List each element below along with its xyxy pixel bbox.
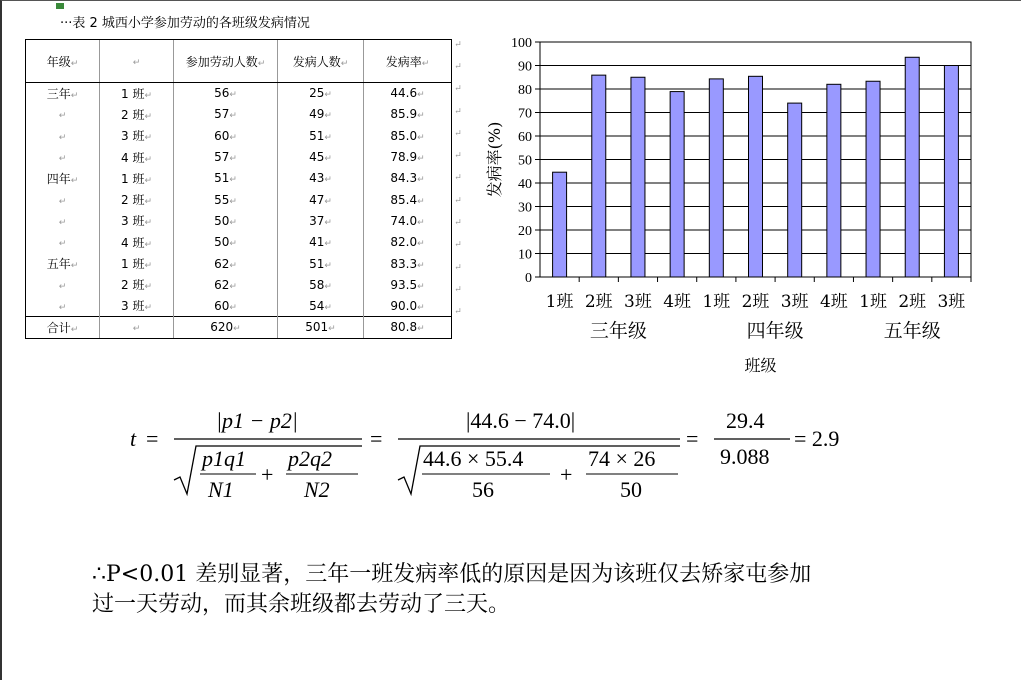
cell-grade	[26, 232, 100, 253]
paragraph-mark: ↵	[58, 239, 67, 250]
cell-participants	[174, 104, 278, 125]
paragraph-mark: ↵	[144, 197, 152, 208]
cell-grade-text: 三年	[46, 86, 71, 101]
cell-grade	[26, 125, 100, 146]
conclusion-line-2: 过一天劳动，而其余班级都去劳动了三天。	[92, 592, 511, 617]
cell-grade	[26, 210, 100, 231]
cell-class-text: 1 班	[121, 86, 145, 101]
cell-rate	[364, 232, 452, 253]
group-label: 四年级	[746, 320, 804, 342]
bar	[905, 57, 919, 277]
paragraph-mark: ↵	[132, 324, 141, 335]
cell-class-text: 3 班	[121, 214, 145, 229]
cell-rate-text: 44.6	[390, 86, 418, 101]
cell-participants	[174, 146, 278, 167]
x-tick-label: 4班	[819, 292, 848, 312]
formula-result: = 2.9	[794, 426, 840, 451]
cell-rate	[364, 104, 452, 125]
bar	[827, 84, 841, 277]
cell-rate-text: 90.0	[390, 298, 418, 313]
cell-rate	[364, 295, 452, 316]
paragraph-mark: ↵	[229, 239, 237, 250]
cell-class	[100, 210, 174, 231]
cell-participants-text: 60	[214, 128, 230, 143]
paragraph-mark: ↵	[324, 111, 332, 122]
cell-cases-text: 37	[309, 213, 325, 228]
cell-rate	[364, 189, 452, 210]
cell-cases	[278, 232, 364, 253]
paragraph-mark: ↵	[417, 302, 425, 313]
cell-participants	[174, 274, 278, 295]
cell-grade	[26, 104, 100, 125]
cell-participants	[174, 253, 278, 274]
cell-cases-text: 43	[309, 171, 325, 186]
conclusion-text	[92, 560, 992, 620]
formula-N2: N2	[304, 477, 330, 502]
formula-num2: 74 × 26	[588, 446, 656, 471]
paragraph-mark: ↵	[58, 132, 67, 143]
table-row	[26, 104, 452, 125]
paragraph-mark: ↵	[144, 303, 152, 314]
cell-class	[100, 83, 174, 104]
paragraph-mark: ↵	[454, 151, 462, 162]
cell-participants-text: 50	[214, 235, 230, 250]
paragraph-mark: ↵	[417, 324, 425, 335]
paragraph-mark: ↵	[324, 196, 332, 207]
paragraph-mark: ↵	[417, 90, 425, 101]
cell-grade	[26, 146, 100, 167]
cell-participants	[174, 317, 278, 338]
cell-cases	[278, 168, 364, 189]
table-row	[26, 295, 452, 316]
paragraph-mark: ↵	[454, 262, 462, 273]
paragraph-mark: ↵	[229, 132, 237, 143]
cell-cases	[278, 125, 364, 146]
cell-class	[100, 295, 174, 316]
paragraph-mark: ↵	[144, 111, 152, 122]
cell-class	[100, 104, 174, 125]
group-label: 五年级	[883, 320, 941, 342]
cell-rate	[364, 253, 452, 274]
paragraph-mark: ↵	[229, 154, 237, 165]
paragraph-mark: ↵	[417, 111, 425, 122]
formula-eq2: =	[370, 426, 383, 451]
x-tick-label: 3班	[937, 292, 966, 312]
table-row	[26, 210, 452, 231]
x-axis-title: 班级	[744, 356, 777, 375]
paragraph-mark: ↵	[417, 132, 425, 143]
y-tick-label: 10	[518, 247, 532, 263]
cell-cases	[278, 83, 364, 104]
paragraph-mark: ↵	[328, 324, 336, 335]
paragraph-mark: ↵	[417, 196, 425, 207]
bar-chart	[478, 30, 998, 390]
cell-participants	[174, 210, 278, 231]
cell-grade	[26, 189, 100, 210]
cell-participants	[174, 189, 278, 210]
paragraph-mark: ↵	[229, 281, 237, 292]
y-tick-label: 70	[518, 106, 532, 122]
paragraph-mark: ↵	[229, 111, 237, 122]
cell-rate	[364, 210, 452, 231]
x-tick-label: 2班	[584, 292, 613, 312]
cell-class	[100, 125, 174, 146]
corner-mark	[56, 3, 64, 9]
formula-num1: 44.6 × 55.4	[423, 446, 524, 471]
table-header-row	[26, 40, 452, 83]
paragraph-mark: ↵	[324, 217, 332, 228]
paragraph-mark: ↵	[324, 90, 332, 101]
paragraph-mark: ↵	[454, 240, 462, 251]
paragraph-mark: ↵	[58, 154, 67, 165]
header-cases: 发病人数↵	[278, 40, 364, 83]
y-tick-label: 0	[525, 271, 532, 286]
table-row	[26, 253, 452, 274]
cell-rate-text: 78.9	[390, 150, 418, 165]
formula-result-num: 29.4	[726, 408, 765, 433]
paragraph-mark: ↵	[144, 175, 152, 186]
paragraph-mark: ↵	[454, 128, 462, 139]
x-tick-label: 3班	[624, 292, 652, 312]
cell-rate-text: 82.0	[390, 235, 418, 250]
paragraph-mark: ↵	[144, 218, 152, 229]
cell-rate-text: 85.9	[390, 107, 418, 122]
t-test-formula	[130, 398, 890, 508]
formula-p2q2: p2q2	[288, 446, 332, 471]
table-row	[26, 83, 452, 104]
cell-rate-text: 85.0	[390, 128, 418, 143]
x-tick-label: 2班	[741, 292, 770, 312]
cell-class	[100, 232, 174, 253]
cell-class-text: 3 班	[121, 129, 145, 144]
cell-participants-text: 57	[214, 150, 230, 165]
cell-grade	[26, 253, 100, 274]
cell-cases	[278, 317, 364, 338]
cell-class-text: 2 班	[121, 107, 145, 122]
bar	[553, 172, 567, 277]
paragraph-mark: ↵	[70, 261, 79, 272]
x-tick-label: 2班	[898, 292, 927, 312]
cell-rate	[364, 317, 452, 338]
cell-class-text: 3 班	[121, 299, 145, 314]
cell-class	[100, 189, 174, 210]
paragraph-mark: ↵	[58, 302, 67, 313]
cell-rate-text: 85.4	[390, 192, 418, 207]
paragraph-mark: ↵	[58, 196, 67, 207]
cell-class	[100, 146, 174, 167]
header-grade: 年级↵	[26, 40, 100, 83]
y-tick-label: 50	[518, 153, 532, 169]
y-tick-label: 20	[518, 224, 532, 239]
bar	[592, 75, 606, 277]
cell-class	[100, 253, 174, 274]
y-tick-label: 90	[518, 59, 532, 75]
paragraph-mark: ↵	[70, 90, 79, 101]
paragraph-mark: ↵	[454, 173, 462, 184]
y-tick-label: 80	[518, 83, 532, 98]
cell-cases-text: 47	[309, 192, 325, 207]
header-rate: 发病率↵	[364, 40, 452, 83]
cell-cases-text: 51	[309, 128, 325, 143]
conclusion-line-1: ∴P<0.01 差别显著，三年一班发病率低的原因是因为该班仅去矫家屯参加	[92, 562, 812, 587]
header-class: ↵	[100, 40, 174, 83]
cell-participants	[174, 125, 278, 146]
formula-plus-2: +	[560, 462, 573, 487]
cell-rate	[364, 125, 452, 146]
cell-rate	[364, 83, 452, 104]
formula-p1q1: p1q1	[202, 446, 246, 471]
x-tick-label: 3班	[780, 292, 809, 312]
paragraph-mark: ↵	[454, 106, 462, 117]
table-row	[26, 232, 452, 253]
paragraph-mark: ↵	[417, 260, 425, 271]
cell-cases-text: 501	[305, 320, 329, 335]
formula-t: t	[130, 426, 137, 451]
cell-participants-text: 60	[214, 298, 230, 313]
bar	[788, 103, 802, 277]
cell-participants	[174, 83, 278, 104]
paragraph-mark: ↵	[324, 239, 332, 250]
x-tick-label: 1班	[702, 292, 731, 312]
formula-abs-symbolic: |p1 − p2|	[216, 408, 298, 433]
cell-participants-text: 55	[214, 192, 230, 207]
bar	[631, 77, 645, 277]
group-label: 三年级	[589, 320, 647, 342]
cell-grade-text: 五年	[46, 257, 71, 272]
formula-plus-1: +	[261, 462, 274, 487]
cell-class	[100, 274, 174, 295]
paragraph-mark: ↵	[417, 217, 425, 228]
cell-cases	[278, 104, 364, 125]
cell-rate-text: 84.3	[390, 171, 418, 186]
cell-rate-text: 74.0	[390, 213, 418, 228]
table-row	[26, 146, 452, 167]
formula-result-den: 9.088	[720, 444, 770, 469]
cell-cases-text: 41	[309, 235, 325, 250]
y-axis-title: 发病率(%)	[485, 121, 504, 198]
paragraph-mark: ↵	[144, 261, 152, 272]
cell-participants-text: 62	[214, 277, 230, 292]
formula-den1: 56	[472, 477, 494, 502]
cell-participants	[174, 232, 278, 253]
cell-grade	[26, 83, 100, 104]
paragraph-mark: ↵	[324, 302, 332, 313]
paragraph-mark: ↵	[58, 111, 67, 122]
paragraph-mark: ↵	[229, 90, 237, 101]
cell-class-text: 1 班	[121, 257, 145, 272]
cell-cases-text: 45	[309, 150, 325, 165]
paragraph-mark: ↵	[324, 154, 332, 165]
cell-grade	[26, 168, 100, 189]
y-tick-label: 40	[518, 177, 532, 192]
table-row	[26, 125, 452, 146]
cell-cases	[278, 189, 364, 210]
cell-grade	[26, 274, 100, 295]
bar	[944, 66, 958, 278]
cell-cases	[278, 295, 364, 316]
paragraph-mark: ↵	[70, 175, 79, 186]
table-row	[26, 189, 452, 210]
cell-participants-text: 62	[214, 256, 230, 271]
paragraph-mark: ↵	[324, 175, 332, 186]
paragraph-mark: ↵	[417, 281, 425, 292]
formula-abs-numeric: |44.6 − 74.0|	[466, 408, 576, 433]
formula-den2: 50	[620, 477, 642, 502]
cell-cases-text: 51	[309, 256, 325, 271]
y-tick-label: 60	[518, 130, 532, 145]
paragraph-mark: ↵	[229, 217, 237, 228]
bar	[749, 76, 763, 277]
table-caption: ···表 2 城西小学参加劳动的各班级发病情况	[60, 16, 310, 31]
formula-eq1: =	[146, 426, 159, 451]
cell-cases	[278, 210, 364, 231]
paragraph-mark: ↵	[454, 62, 462, 72]
cell-cases-text: 49	[309, 107, 325, 122]
paragraph-mark: ↵	[454, 218, 462, 229]
paragraph-mark: ↵	[144, 133, 152, 144]
cell-rate	[364, 146, 452, 167]
paragraph-mark: ↵	[417, 175, 425, 186]
cell-class-text: 1 班	[121, 171, 145, 186]
header-participants: 参加劳动人数↵	[174, 40, 278, 83]
y-tick-label: 100	[511, 36, 532, 51]
paragraph-mark: ↵	[324, 260, 332, 271]
cell-grade-text: 合计	[46, 320, 71, 335]
cell-grade-text: 四年	[46, 171, 71, 186]
cell-class	[100, 317, 174, 338]
paragraph-mark: ↵	[454, 284, 462, 295]
cell-cases-text: 25	[309, 86, 325, 101]
cell-cases-text: 54	[309, 298, 325, 313]
y-tick-label: 30	[518, 200, 532, 216]
paragraph-mark: ↵	[324, 132, 332, 143]
cell-rate-text: 93.5	[390, 277, 418, 292]
paragraph-mark: ↵	[233, 324, 241, 335]
paragraph-mark: ↵	[229, 196, 237, 207]
cell-cases	[278, 274, 364, 295]
cell-cases	[278, 146, 364, 167]
x-tick-label: 4班	[663, 292, 692, 312]
paragraph-mark: ↵	[454, 40, 462, 50]
cell-participants-text: 620	[210, 320, 234, 335]
cell-rate-text: 80.8	[390, 320, 418, 335]
paragraph-mark: ↵	[144, 154, 152, 165]
paragraph-marks	[452, 40, 464, 330]
cell-participants	[174, 295, 278, 316]
cell-participants-text: 51	[214, 171, 230, 186]
cell-rate	[364, 168, 452, 189]
cell-class-text: 4 班	[121, 235, 145, 250]
paragraph-mark: ↵	[229, 260, 237, 271]
bar	[866, 81, 880, 277]
paragraph-mark: ↵	[229, 302, 237, 313]
paragraph-mark: ↵	[144, 282, 152, 293]
paragraph-mark: ↵	[324, 281, 332, 292]
paragraph-mark: ↵	[58, 217, 67, 228]
paragraph-mark: ↵	[144, 239, 152, 250]
cell-class-text: 4 班	[121, 150, 145, 165]
paragraph-mark: ↵	[454, 195, 462, 206]
formula-N1: N1	[208, 477, 234, 502]
paragraph-mark: ↵	[229, 175, 237, 186]
paragraph-mark: ↵	[417, 239, 425, 250]
x-tick-label: 1班	[859, 292, 887, 312]
cell-grade	[26, 317, 100, 338]
cell-rate	[364, 274, 452, 295]
cell-class	[100, 168, 174, 189]
table-row	[26, 274, 452, 295]
bar	[670, 92, 684, 277]
cell-participants-text: 56	[214, 86, 230, 101]
paragraph-mark: ↵	[58, 281, 67, 292]
cell-grade	[26, 295, 100, 316]
formula-eq3: =	[686, 426, 699, 451]
bar	[709, 79, 723, 277]
cell-class-text: 2 班	[121, 193, 145, 208]
cell-rate-text: 83.3	[390, 256, 418, 271]
x-tick-label: 1班	[545, 292, 574, 312]
paragraph-mark: ↵	[454, 84, 462, 95]
data-table	[25, 39, 452, 339]
cell-cases-text: 58	[309, 277, 325, 292]
paragraph-mark: ↵	[144, 90, 152, 101]
paragraph-mark: ↵	[417, 154, 425, 165]
paragraph-mark: ↵	[70, 324, 79, 335]
table-row	[26, 168, 452, 189]
cell-cases	[278, 253, 364, 274]
table-total-row	[26, 317, 452, 338]
cell-participants-text: 50	[214, 213, 230, 228]
cell-participants-text: 57	[214, 107, 230, 122]
cell-class-text: 2 班	[121, 278, 145, 293]
paragraph-mark: ↵	[454, 307, 462, 318]
cell-participants	[174, 168, 278, 189]
